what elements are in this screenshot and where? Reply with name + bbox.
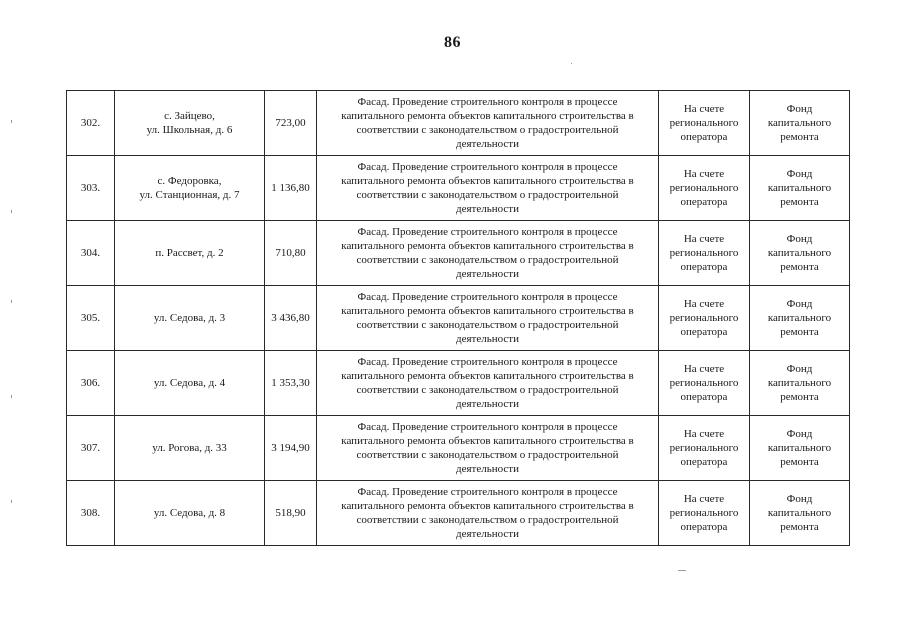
work-description-cell	[317, 156, 659, 221]
row-number-cell: 304.	[67, 221, 115, 286]
funding-source-line: ремонта	[780, 521, 819, 533]
funding-source-line: Фонд	[786, 168, 813, 180]
work-description-cell	[317, 416, 659, 481]
account-line: регионального	[669, 312, 739, 324]
address-line: ул. Седова, д. 8	[153, 507, 226, 519]
funding-source-cell	[750, 286, 850, 351]
address-line: ул. Седова, д. 3	[153, 312, 226, 324]
funding-source-line: Фонд	[786, 298, 813, 310]
work-description-cell	[317, 286, 659, 351]
work-description-line: соответствии с законодательством о градостроительной	[356, 189, 619, 201]
account-cell	[659, 286, 750, 351]
address-cell	[115, 481, 265, 546]
funding-source-line: капитального	[767, 247, 832, 259]
work-description-line: соответствии с законодательством о градостроительной	[356, 514, 619, 526]
account-cell	[659, 156, 750, 221]
table-row	[67, 416, 850, 481]
funding-source-line: Фонд	[786, 428, 813, 440]
address-line: с. Зайцево,	[164, 110, 215, 122]
address-line: с. Федоровка,	[157, 175, 222, 187]
account-cell	[659, 351, 750, 416]
work-description-line: соответствии с законодательством о градостроительной	[356, 254, 619, 266]
registry-table-body	[67, 91, 850, 546]
area-cell: 1 136,80	[265, 156, 317, 221]
scan-speck	[678, 570, 686, 571]
table-row	[67, 481, 850, 546]
account-line: На счете	[683, 233, 725, 245]
table-row	[67, 351, 850, 416]
funding-source-line: Фонд	[786, 103, 813, 115]
work-description-line: деятельности	[456, 528, 519, 540]
work-description-line: деятельности	[456, 333, 519, 345]
account-line: оператора	[680, 456, 728, 468]
funding-source-cell	[750, 156, 850, 221]
work-description-line: капитального ремонта объектов капитального строительства в	[341, 500, 634, 512]
funding-source-line: капитального	[767, 377, 832, 389]
address-cell	[115, 221, 265, 286]
row-number-cell: 307.	[67, 416, 115, 481]
address-line: ул. Станционная, д. 7	[139, 189, 240, 201]
area-cell: 518,90	[265, 481, 317, 546]
work-description-line: Фасад. Проведение строительного контроля в процессе	[357, 161, 618, 173]
table-row	[67, 156, 850, 221]
funding-source-line: капитального	[767, 117, 832, 129]
account-cell	[659, 221, 750, 286]
funding-source-cell	[750, 416, 850, 481]
work-description-line: соответствии с законодательством о градостроительной	[356, 319, 619, 331]
work-description-line: деятельности	[456, 138, 519, 150]
area-cell: 1 353,30	[265, 351, 317, 416]
funding-source-line: ремонта	[780, 456, 819, 468]
row-number-cell: 303.	[67, 156, 115, 221]
funding-source-line: капитального	[767, 182, 832, 194]
scan-speck	[11, 120, 12, 123]
address-cell	[115, 351, 265, 416]
address-line: п. Рассвет, д. 2	[155, 247, 224, 259]
account-line: оператора	[680, 131, 728, 143]
address-cell	[115, 286, 265, 351]
scan-speck	[11, 500, 12, 503]
work-description-line: капитального ремонта объектов капитального строительства в	[341, 435, 634, 447]
work-description-line: капитального ремонта объектов капитального строительства в	[341, 370, 634, 382]
row-number-cell: 302.	[67, 91, 115, 156]
work-description-cell	[317, 351, 659, 416]
address-line: ул. Школьная, д. 6	[146, 124, 233, 136]
funding-source-line: ремонта	[780, 326, 819, 338]
account-line: На счете	[683, 298, 725, 310]
account-line: На счете	[683, 168, 725, 180]
funding-source-cell	[750, 481, 850, 546]
work-description-line: соответствии с законодательством о градостроительной	[356, 449, 619, 461]
work-description-line: капитального ремонта объектов капитального строительства в	[341, 305, 634, 317]
account-line: На счете	[683, 428, 725, 440]
scan-speck	[11, 395, 12, 398]
account-cell	[659, 416, 750, 481]
row-number-cell: 305.	[67, 286, 115, 351]
work-description-line: Фасад. Проведение строительного контроля в процессе	[357, 486, 618, 498]
funding-source-line: Фонд	[786, 493, 813, 505]
account-line: На счете	[683, 493, 725, 505]
address-cell	[115, 156, 265, 221]
area-cell: 710,80	[265, 221, 317, 286]
address-line: ул. Рогова, д. 33	[152, 442, 227, 454]
work-description-line: деятельности	[456, 203, 519, 215]
account-line: оператора	[680, 521, 728, 533]
work-description-line: капитального ремонта объектов капитального строительства в	[341, 175, 634, 187]
account-line: регионального	[669, 377, 739, 389]
work-description-cell	[317, 481, 659, 546]
address-line: ул. Седова, д. 4	[153, 377, 226, 389]
account-cell	[659, 481, 750, 546]
row-number-cell: 308.	[67, 481, 115, 546]
table-row	[67, 221, 850, 286]
account-line: регионального	[669, 117, 739, 129]
funding-source-cell	[750, 351, 850, 416]
funding-source-line: ремонта	[780, 261, 819, 273]
account-line: регионального	[669, 182, 739, 194]
area-cell: 723,00	[265, 91, 317, 156]
scan-speck	[571, 63, 572, 64]
row-number-cell: 306.	[67, 351, 115, 416]
area-cell: 3 436,80	[265, 286, 317, 351]
registry-table	[66, 90, 850, 546]
work-description-line: капитального ремонта объектов капитального строительства в	[341, 240, 634, 252]
funding-source-cell	[750, 221, 850, 286]
account-line: регионального	[669, 247, 739, 259]
work-description-line: деятельности	[456, 398, 519, 410]
work-description-line: Фасад. Проведение строительного контроля в процессе	[357, 291, 618, 303]
account-line: На счете	[683, 103, 725, 115]
funding-source-line: Фонд	[786, 363, 813, 375]
work-description-cell	[317, 91, 659, 156]
work-description-line: капитального ремонта объектов капитального строительства в	[341, 110, 634, 122]
funding-source-line: Фонд	[786, 233, 813, 245]
funding-source-line: ремонта	[780, 391, 819, 403]
work-description-line: соответствии с законодательством о градостроительной	[356, 124, 619, 136]
scan-speck	[11, 210, 12, 213]
account-line: регионального	[669, 507, 739, 519]
work-description-line: соответствии с законодательством о градостроительной	[356, 384, 619, 396]
account-line: На счете	[683, 363, 725, 375]
work-description-line: Фасад. Проведение строительного контроля в процессе	[357, 226, 618, 238]
funding-source-cell	[750, 91, 850, 156]
work-description-line: Фасад. Проведение строительного контроля в процессе	[357, 421, 618, 433]
funding-source-line: капитального	[767, 507, 832, 519]
address-cell	[115, 91, 265, 156]
funding-source-line: ремонта	[780, 131, 819, 143]
work-description-cell	[317, 221, 659, 286]
funding-source-line: капитального	[767, 442, 832, 454]
account-line: оператора	[680, 261, 728, 273]
work-description-line: Фасад. Проведение строительного контроля в процессе	[357, 96, 618, 108]
area-cell: 3 194,90	[265, 416, 317, 481]
work-description-line: Фасад. Проведение строительного контроля в процессе	[357, 356, 618, 368]
account-line: оператора	[680, 196, 728, 208]
account-line: оператора	[680, 326, 728, 338]
page-number: 86	[444, 34, 461, 51]
funding-source-line: капитального	[767, 312, 832, 324]
scan-speck	[11, 300, 12, 303]
funding-source-line: ремонта	[780, 196, 819, 208]
table-row	[67, 91, 850, 156]
account-line: регионального	[669, 442, 739, 454]
account-line: оператора	[680, 391, 728, 403]
account-cell	[659, 91, 750, 156]
work-description-line: деятельности	[456, 268, 519, 280]
table-row	[67, 286, 850, 351]
address-cell	[115, 416, 265, 481]
work-description-line: деятельности	[456, 463, 519, 475]
